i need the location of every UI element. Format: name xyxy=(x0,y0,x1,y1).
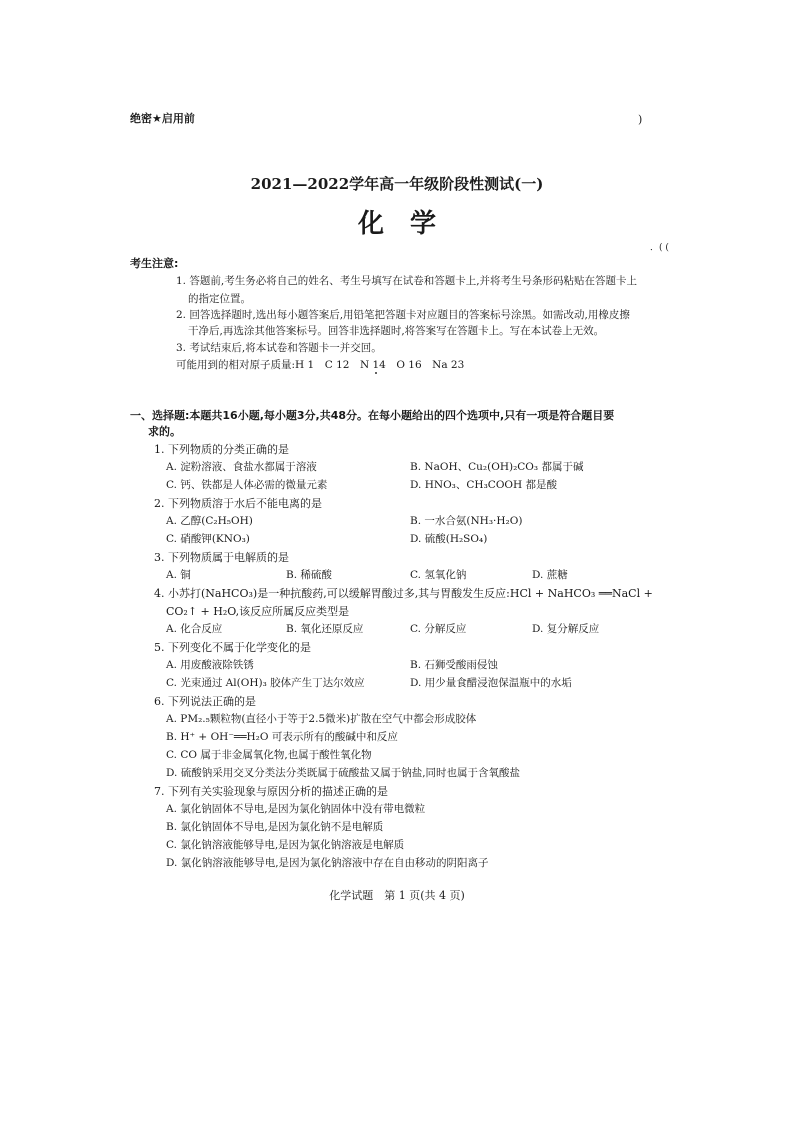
option-a: A. 化合反应 xyxy=(166,623,223,635)
speck-dot xyxy=(375,372,377,374)
option-b: B. 氧化还原反应 xyxy=(286,623,364,635)
option-b: B. NaOH、Cu₂(OH)₂CO₃ 都属于碱 xyxy=(410,461,584,473)
option-c: C. 钙、铁都是人体必需的微量元素 xyxy=(166,479,328,491)
option-d: D. 复分解反应 xyxy=(532,623,600,635)
notice-item: 2. 回答选择题时,选出每小题答案后,用铅笔把答题卡对应题目的答案标号涂黑。如需改动,用橡皮擦 xyxy=(176,309,630,321)
section-heading: 一、选择题:本题共16小题,每小题3分,共48分。在每小题给出的四个选项中,只有一项是符合题目要 xyxy=(130,409,615,422)
option-d: D. 蔗糖 xyxy=(532,569,568,581)
option-c: C. 氯化钠溶液能够导电,是因为氯化钠溶液是电解质 xyxy=(166,839,405,851)
corner-mark: ) xyxy=(638,113,643,126)
option-b: B. 一水合氨(NH₃·H₂O) xyxy=(410,515,523,527)
question-stem-cont: CO₂↑ + H₂O,该反应所属反应类型是 xyxy=(166,605,350,618)
question-stem: 4. 小苏打(NaHCO₃)是一种抗酸药,可以缓解胃酸过多,其与胃酸发生反应:HCl + NaHCO₃ ══NaCl + xyxy=(154,587,653,600)
option-c: C. 硝酸钾(KNO₃) xyxy=(166,533,250,545)
option-c: C. CO 属于非金属氧化物,也属于酸性氧化物 xyxy=(166,749,372,761)
subject-title: 化学 xyxy=(357,209,462,239)
section-heading-cont: 求的。 xyxy=(148,425,181,438)
notice-item: 1. 答题前,考生务必将自己的姓名、考生号填写在试卷和答题卡上,并将考生号条形码粘贴在答题卡上 xyxy=(176,275,638,287)
option-b: B. H⁺ + OH⁻══H₂O 可表示所有的酸碱中和反应 xyxy=(166,731,398,743)
notice-item: 3. 考试结束后,将本试卷和答题卡一并交回。 xyxy=(176,342,382,354)
question-stem: 3. 下列物质属于电解质的是 xyxy=(154,551,289,564)
option-a: A. 氯化钠固体不导电,是因为氯化钠固体中没有带电微粒 xyxy=(166,803,426,815)
question-stem: 1. 下列物质的分类正确的是 xyxy=(154,443,289,456)
atomic-mass-line: 可能用到的相对原子质量:H 1 C 12 N 14 O 16 Na 23 xyxy=(176,359,465,371)
option-a: A. 淀粉溶液、食盐水都属于溶液 xyxy=(166,461,317,473)
option-a: A. 乙醇(C₂H₅OH) xyxy=(166,515,253,527)
question-stem: 5. 下列变化不属于化学变化的是 xyxy=(154,641,311,654)
notice-item: 的指定位置。 xyxy=(188,293,251,305)
option-b: B. 氯化钠固体不导电,是因为氯化钠不是电解质 xyxy=(166,821,384,833)
option-c: C. 分解反应 xyxy=(410,623,467,635)
margin-mark: ．( ( xyxy=(650,243,669,253)
question-stem: 6. 下列说法正确的是 xyxy=(154,695,256,708)
option-d: D. 硫酸钠采用交叉分类法分类既属于硫酸盐又属于钠盐,同时也属于含氧酸盐 xyxy=(166,767,521,779)
option-b: B. 稀硫酸 xyxy=(286,569,332,581)
notice-heading: 考生注意: xyxy=(130,257,179,270)
option-b: B. 石狮受酸雨侵蚀 xyxy=(410,659,498,671)
option-a: A. 铜 xyxy=(166,569,191,581)
option-a: A. 用废酸液除铁锈 xyxy=(166,659,254,671)
option-d: D. HNO₃、CH₃COOH 都是酸 xyxy=(410,479,558,491)
option-d: D. 硫酸(H₂SO₄) xyxy=(410,533,488,545)
confidential-label: 绝密★启用前 xyxy=(130,112,195,125)
option-c: C. 光束通过 Al(OH)₃ 胶体产生丁达尔效应 xyxy=(166,677,365,689)
option-a: A. PM₂.₅颗粒物(直径小于等于2.5微米)扩散在空气中都会形成胶体 xyxy=(166,713,477,725)
option-c: C. 氢氧化钠 xyxy=(410,569,467,581)
option-d: D. 用少量食醋浸泡保温瓶中的水垢 xyxy=(410,677,572,689)
question-stem: 7. 下列有关实验现象与原因分析的描述正确的是 xyxy=(154,785,388,798)
exam-title: 2021—2022学年高一年级阶段性测试(一) xyxy=(250,175,544,193)
option-d: D. 氯化钠溶液能够导电,是因为氯化钠溶液中存在自由移动的阴阳离子 xyxy=(166,857,489,869)
question-stem: 2. 下列物质溶于水后不能电离的是 xyxy=(154,497,322,510)
notice-item: 干净后,再选涂其他答案标号。回答非选择题时,将答案写在答题卡上。写在本试卷上无效。 xyxy=(188,325,605,337)
page-footer: 化学试题 第 1 页(共 4 页) xyxy=(329,889,465,902)
